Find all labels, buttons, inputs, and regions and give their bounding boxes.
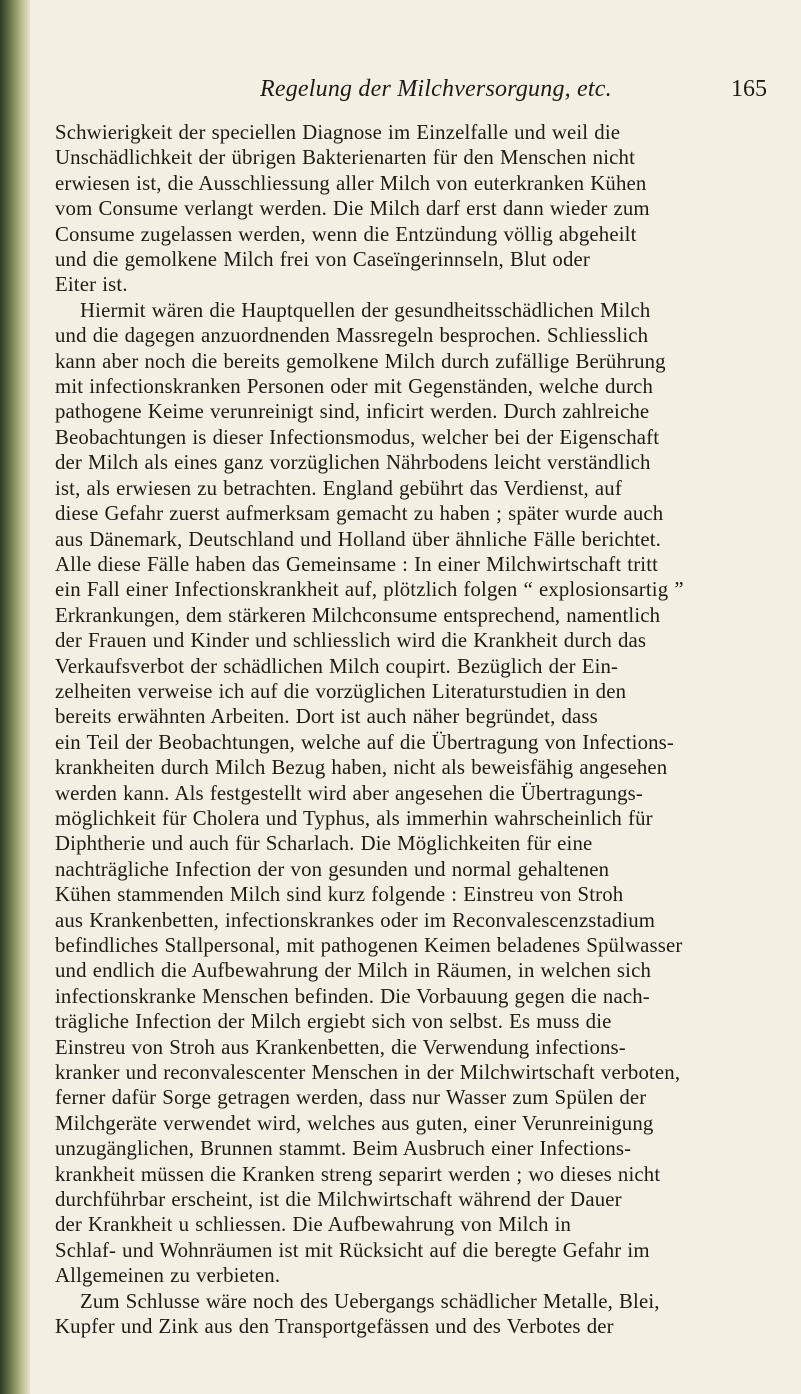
- text-line: Consume zugelassen werden, wenn die Entzündung völlig abgeheilt: [55, 222, 637, 246]
- text-line: kranker und reconvalescenter Menschen in der Milchwirtschaft verboten,: [55, 1061, 681, 1085]
- text-line: Allgemeinen zu verbieten.: [55, 1264, 281, 1288]
- text-line: und endlich die Aufbewahrung der Milch in Räumen, in welchen sich: [55, 959, 652, 983]
- text-line: kann aber noch die bereits gemolkene Milch durch zufällige Berührung: [55, 349, 666, 373]
- running-head: [55, 68, 771, 110]
- text-line: pathogene Keime verunreinigt sind, inficirt werden. Durch zahlreiche: [55, 400, 650, 424]
- text-line: Eiter ist.: [55, 273, 128, 297]
- text-line: bereits erwähnten Arbeiten. Dort ist auch näher begründet, dass: [55, 705, 598, 729]
- text-line: möglichkeit für Cholera und Typhus, als immerhin wahrscheinlich für: [55, 806, 653, 830]
- text-line: werden kann. Als festgestellt wird aber angesehen die Übertragungs-: [55, 781, 643, 805]
- text-line: ein Teil der Beobachtungen, welche auf die Übertragung von Infections-: [55, 730, 675, 754]
- text-line: ist, als erwiesen zu betrachten. England gebührt das Verdienst, auf: [55, 476, 622, 500]
- text-line: und die gemolkene Milch frei von Caseïngerinnseln, Blut oder: [55, 248, 590, 272]
- text-line: Schwierigkeit der speciellen Diagnose im Einzelfalle und weil die: [55, 121, 621, 144]
- text-line: infectionskranke Menschen befinden. Die Vorbauung gegen die nach-: [55, 984, 650, 1008]
- text-line: Beobachtungen is dieser Infectionsmodus, welcher bei der Eigenschaft: [55, 425, 660, 449]
- text-line: durchführbar erscheint, ist die Milchwirtschaft während der Dauer: [55, 1188, 622, 1212]
- text-line: befindliches Stallpersonal, mit pathogenen Keimen beladenes Spülwasser: [55, 934, 683, 957]
- text-line: Verkaufsverbot der schädlichen Milch coupirt. Bezüglich der Ein-: [55, 654, 619, 678]
- text-line: Kupfer und Zink aus den Transportgefässen und des Verbotes der: [55, 1315, 614, 1339]
- page-number: 165: [731, 76, 767, 102]
- text-line: unzugänglichen, Brunnen stammt. Beim Ausbruch einer Infections-: [55, 1137, 632, 1161]
- body-text: [55, 120, 771, 1340]
- text-line: Erkrankungen, dem stärkeren Milchconsume entsprechend, namentlich: [55, 603, 661, 627]
- running-title: Regelung der Milchversorgung, etc.: [260, 76, 612, 102]
- text-line: Kühen stammenden Milch sind kurz folgende : Einstreu von Stroh: [55, 883, 624, 907]
- text-line: aus Dänemark, Deutschland und Holland über ähnliche Fälle berichtet.: [55, 527, 662, 551]
- text-line: Alle diese Fälle haben das Gemeinsame : In einer Milchwirtschaft tritt: [55, 552, 659, 576]
- text-line: ein Fall einer Infectionskrankheit auf, plötzlich folgen “ explosionsartig ”: [55, 578, 684, 602]
- text-line: mit infectionskranken Personen oder mit Gegenständen, welche durch: [55, 375, 654, 399]
- book-binding-edge: [0, 0, 30, 1394]
- text-line: Diphtherie und auch für Scharlach. Die Möglichkeiten für eine: [55, 832, 593, 856]
- paragraph-start-line: Zum Schlusse wäre noch des Uebergangs schädlicher Metalle, Blei,: [80, 1289, 660, 1313]
- text-line: und die dagegen anzuordnenden Massregeln besprochen. Schliesslich: [55, 324, 649, 348]
- paragraph-start-line: Hiermit wären die Hauptquellen der gesundheitsschädlichen Milch: [80, 298, 651, 322]
- text-line: diese Gefahr zuerst aufmerksam gemacht zu haben ; später wurde auch: [55, 502, 664, 526]
- book-page: [55, 68, 771, 1339]
- text-line: der Krankheit u schliessen. Die Aufbewahrung von Milch in: [55, 1213, 572, 1237]
- text-line: Schlaf- und Wohnräumen ist mit Rücksicht auf die beregte Gefahr im: [55, 1238, 650, 1262]
- text-line: der Milch als eines ganz vorzüglichen Nährbodens leicht verständlich: [55, 451, 651, 475]
- text-line: Unschädlichkeit der übrigen Bakterienarten für den Menschen nicht: [55, 146, 636, 170]
- text-line: der Frauen und Kinder und schliesslich wird die Krankheit durch das: [55, 629, 647, 653]
- text-line: krankheit müssen die Kranken streng separirt werden ; wo dieses nicht: [55, 1162, 661, 1186]
- text-line: aus Krankenbetten, infectionskrankes oder im Reconvalescenzstadium: [55, 908, 656, 932]
- text-line: trägliche Infection der Milch ergiebt sich von selbst. Es muss die: [55, 1010, 612, 1034]
- text-line: krankheiten durch Milch Bezug haben, nicht als beweisfähig angesehen: [55, 756, 668, 780]
- text-line: Milchgeräte verwendet wird, welches aus guten, einer Verunreinigung: [55, 1111, 654, 1135]
- text-line: ferner dafür Sorge getragen werden, dass nur Wasser zum Spülen der: [55, 1086, 647, 1110]
- text-line: Einstreu von Stroh aus Krankenbetten, die Verwendung infections-: [55, 1035, 626, 1059]
- text-line: zelheiten verweise ich auf die vorzüglichen Literaturstudien in den: [55, 679, 627, 703]
- text-line: vom Consume verlangt werden. Die Milch darf erst dann wieder zum: [55, 197, 650, 221]
- text-line: nachträgliche Infection der von gesunden und normal gehaltenen: [55, 857, 610, 881]
- text-line: erwiesen ist, die Ausschliessung aller Milch von euterkranken Kühen: [55, 171, 647, 195]
